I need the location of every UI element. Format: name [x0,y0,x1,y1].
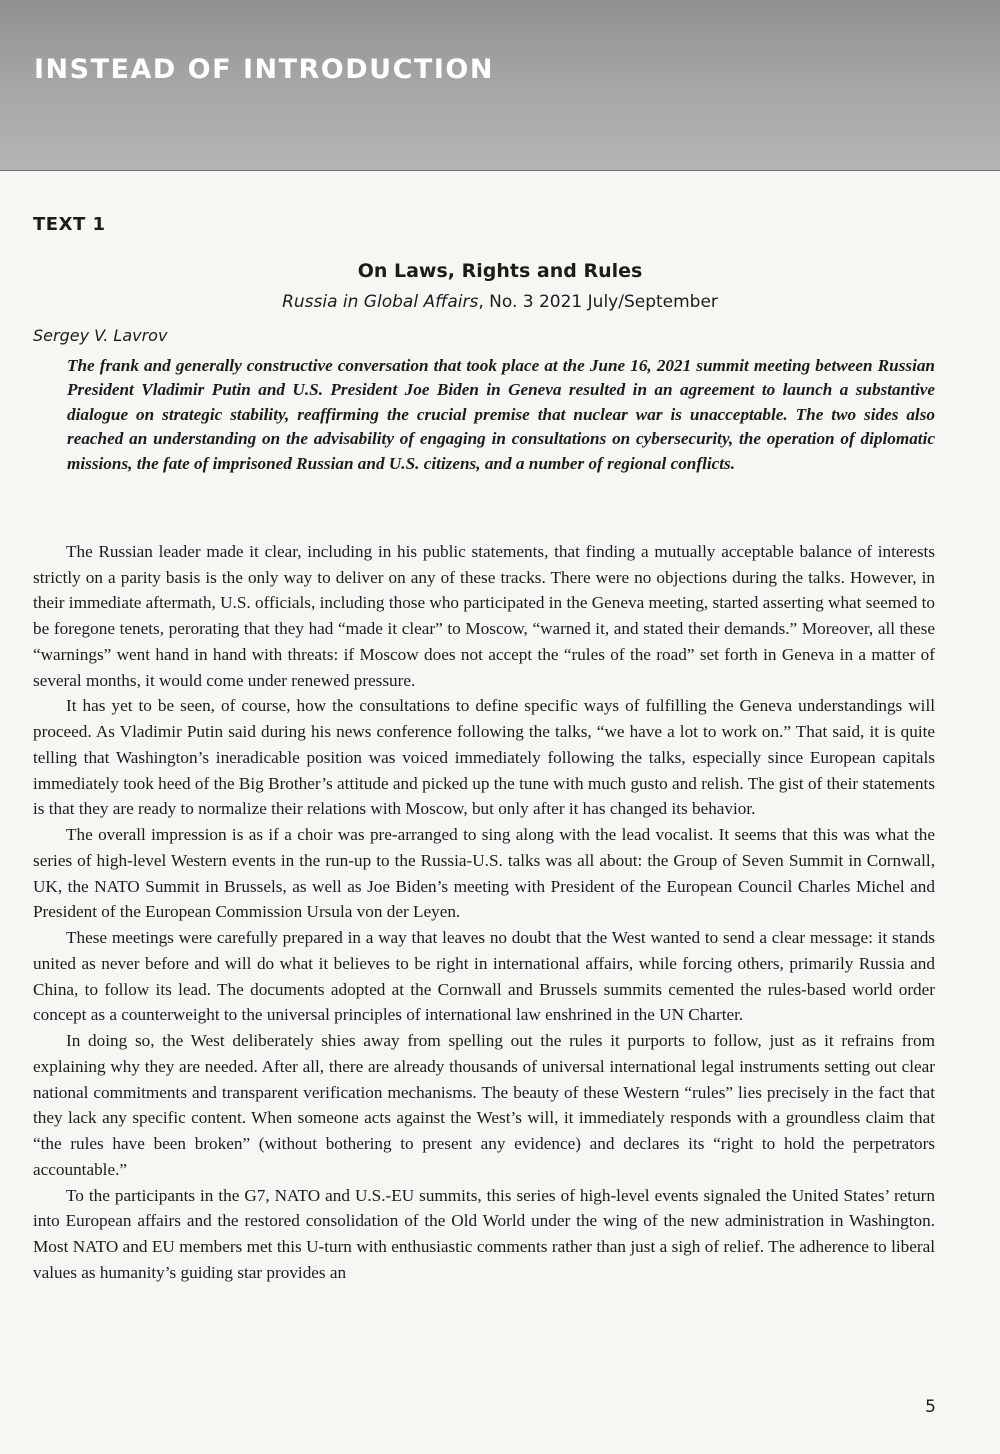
article-source [0,292,1000,312]
body-paragraph: In doing so, the West deliberately shies away from spelling out the rules it purports to follow, just as it refrains from explaining why they are needed. After all, there are already thousands of universal international legal instruments setting out clear national commitments and transparent verification mechanisms. The beauty of these Western “rules” lies precisely in the fact that they lack any specific content. When someone acts against the West’s will, it immediately responds with a groundless claim that “the rules have been broken” (without bothering to present any evidence) and declares its “right to hold the perpetrators accountable.” [33,1031,935,1179]
section-title: INSTEAD OF INTRODUCTION [34,54,494,85]
article-author: Sergey V. Lavrov [33,326,168,345]
body-paragraph: These meetings were carefully prepared in a way that leaves no doubt that the West wanted to send a clear message: it stands united as never before and will do what it believes to be right in international affairs, while forcing others, primarily Russia and China, to follow its lead. The documents adopted at the Cornwall and Brussels summits cemented the rules-based world order concept as a counterweight to the universal principles of international law enshrined in the UN Charter. [33,928,935,1025]
body-paragraph: The Russian leader made it clear, including in his public statements, that finding a mutually acceptable balance of interests strictly on a parity basis is the only way to deliver on any of these tracks. There were no objections during the talks. However, in their immediate aftermath, U.S. officials, including those who participated in the Geneva meeting, started asserting what seemed to be foregone tenets, perorating that they had “made it clear” to Moscow, “warned it, and stated their demands.” Moreover, all these “warnings” went hand in hand with threats: if Moscow does not accept the “rules of the road” set forth in Geneva in a matter of several months, it would come under renewed pressure. [33,542,935,690]
body-paragraph: The overall impression is as if a choir was pre-arranged to sing along with the lead vocalist. It seems that this was what the series of high-level Western events in the run-up to the Russia-U.S. talks was all about: the Group of Seven Summit in Cornwall, UK, the NATO Summit in Brussels, as well as Joe Biden’s meeting with President of the European Council Charles Michel and President of the European Commission Ursula von der Leyen. [33,825,935,922]
text-label: TEXT 1 [33,214,106,235]
journal-name: Russia in Global Affairs [282,292,479,312]
lead-paragraph: The frank and generally constructive conversation that took place at the June 16, 2021 summit meeting between Russian President Vladimir Putin and U.S. President Joe Biden in Geneva resulted in an agreement to launch a substantive dialogue on strategic stability, reaffirming the crucial premise that nuclear war is unacceptable. The two sides also reached an understanding on the advisability of engaging in consultations on cybersecurity, the operation of diplomatic missions, the fate of imprisoned Russian and U.S. citizens, and a number of regional conflicts. [67,356,935,473]
body-paragraph: It has yet to be seen, of course, how the consultations to define specific ways of fulfilling the Geneva understandings will proceed. As Vladimir Putin said during his news conference following the talks, “we have a lot to work on.” That said, it is quite telling that Washington’s ineradicable position was voiced immediately following the talks, especially since European capitals immediately took heed of the Big Brother’s attitude and picked up the tune with much gusto and relish. The gist of their statements is that they are ready to normalize their relations with Moscow, but only after it has changed its behavior. [33,696,935,819]
article-body [33,539,935,1286]
article-title: On Laws, Rights and Rules [357,260,643,282]
section-banner [0,0,1000,171]
body-paragraph: To the participants in the G7, NATO and U.S.-EU summits, this series of high-level events signaled the United States’ return into European affairs and the restored consolidation of the Old World under the wing of the new administration in Washington. Most NATO and EU members met this U-turn with enthusiastic comments rather than just a sigh of relief. The adherence to liberal values as humanity’s guiding star provides an [33,1185,935,1282]
journal-issue: , No. 3 2021 July/September [478,292,718,312]
page-number: 5 [925,1397,936,1417]
